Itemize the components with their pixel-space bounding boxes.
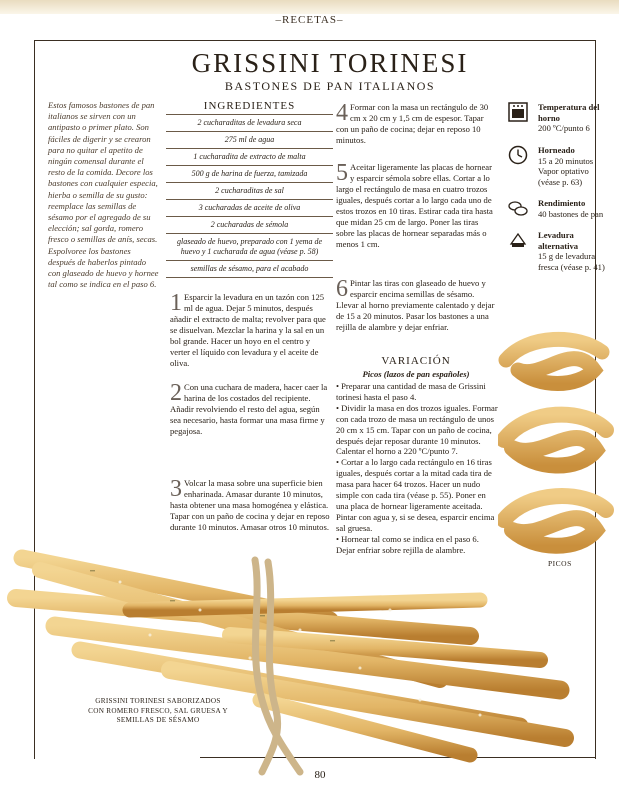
variation-item: • Dividir la masa en dos trozos iguales. Formar con cada trozo de masa un rectángulo de unos 20 cm x 15 cm. Tapar con un paño de cocina, después dejar reposar durante 10 minutos. Calentar el horno a 220 ºC/punto 7. (336, 402, 498, 457)
step-text: Volcar la masa sobre una superficie bien enharinada. Amasar durante 10 minutos, hasta obtener una masa homogénea y elástica. Tapar con un paño de cocina y dejar en reposo durante 10 minutos. Amasar otros 10 minutos. (170, 478, 330, 532)
step-4 (336, 102, 498, 146)
yeast-label: Levadura alternativa (538, 230, 579, 251)
yield-block (508, 198, 603, 226)
raffia-tie (255, 560, 300, 772)
recipe-subtitle: BASTONES DE PAN ITALIANOS (224, 79, 436, 93)
variation-item: • Preparar una cantidad de masa de Grissini torinesi hasta el paso 4. (336, 381, 486, 402)
variation-body (336, 381, 498, 556)
picos-label: PICOS (548, 559, 572, 568)
ingredient-item: 3 cucharadas de aceite de oliva (166, 200, 333, 217)
ingredient-item: semillas de sésamo, para el acabado (166, 261, 333, 278)
step-number: 6 (336, 276, 348, 302)
clock-icon (508, 145, 528, 165)
ingredients-list (166, 114, 333, 278)
step-text: Pintar las tiras con glaseado de huevo y esparcir encima semillas de sésamo. Llevar al horno previamente calentado y dejar de 15 a 20 minutos. Pasar los bastones a una rejilla de alambre y dejar enfriar. (336, 278, 495, 332)
pico-knot (504, 496, 606, 546)
ingredient-item: 1 cucharadita de extracto de malta (166, 149, 333, 166)
step-text: Con una cuchara de madera, hacer caer la harina de los costados del recipiente. Añadir revolviendo el resto del agua, según sea necesario, hasta formar una masa firme y pegajosa. (170, 382, 328, 436)
step-number: 5 (336, 160, 348, 186)
step-number: 2 (170, 380, 182, 406)
recipe-title: GRISSINI TORINESI (191, 48, 469, 78)
yeast-block (508, 230, 603, 290)
photo-caption: GRISSINI TORINESI SABORIZADOS CON ROMERO FRESCO, SAL GRUESA Y SEMILLAS DE SÉSAMO (88, 697, 228, 724)
oven-icon (508, 102, 528, 122)
step-number: 3 (170, 476, 182, 502)
step-number: 1 (170, 290, 182, 316)
step-5 (336, 162, 498, 250)
variation-item: • Hornear tal como se indica en el paso 6. Dejar enfriar sobre rejilla de alambre. (336, 533, 479, 555)
bake-label: Horneado (538, 145, 575, 155)
yeast-icon (508, 230, 528, 250)
ingredients-heading: INGREDIENTES (203, 100, 296, 112)
ingredient-item: 2 cucharaditas de sal (166, 183, 333, 200)
step-text: Aceitar ligeramente las placas de hornear y esparcir sémola sobre ellas. Cortar a lo largo el rectángulo de masa en cuatro trozos iguales, después cortar a lo largo cada uno de estos trozos en 10 tiras. Estirar cada tira hasta que midan 25 cm de largo. Poner las tiras sobre las placas de hornear separadas más o menos 1 cm. (336, 162, 493, 249)
bake-value: 15 a 20 minutos Vapor optativo (véase p. 63) (538, 155, 594, 187)
yeast-value: 15 g de levadura fresca (véase p. 41) (538, 251, 605, 272)
step-1 (170, 292, 330, 369)
yield-value: 40 bastones de pan (538, 208, 604, 219)
ingredient-item: 500 g de harina de fuerza, tamizada (166, 166, 333, 183)
picos-image (498, 330, 614, 560)
ingredient-item: 2 cucharaditas de levadura seca (166, 115, 333, 132)
oven-value: 200 ºC/punto 6 (538, 123, 590, 133)
section-header: –RECETAS– (275, 14, 344, 26)
ingredient-item: 275 ml de agua (166, 132, 333, 149)
grissini-photo (0, 540, 590, 780)
pico-knot (504, 415, 606, 466)
baking-time-block (508, 145, 603, 195)
ingredient-item: glaseado de huevo, preparado con 1 yema de huevo y 1 cucharada de agua (véase p. 58) (166, 234, 333, 261)
yield-label: Rendimiento (538, 198, 586, 208)
page-number: 80 (314, 769, 326, 781)
pico-knot (506, 339, 602, 383)
step-text: Esparcir la levadura en un tazón con 125 ml de agua. Dejar 5 minutos, después añadir el extracto de malta; revolver para que se disuelvan. Mezclar la harina y la sal en un bol grande. Hacer un hoyo en el centro y verter el líquido con levadura y el aceite de oliva. (170, 292, 326, 368)
variation-heading: VARIACIÓN (381, 355, 451, 367)
ingredient-item: 2 cucharadas de sémola (166, 217, 333, 234)
oven-temperature-block (508, 102, 603, 140)
top-photo-strip (0, 0, 619, 14)
intro-text: Estos famosos bastones de pan italianos se sirven con un antipasto o primer plato. Son fáciles de digerir y se crearon para no quitar el apetito de ningún comensal durante el resto de la comida. Decore los bastones con cualquier especia, hierba o semilla de su gusto: reemplace las semillas de sésamo por el agregado de su elección; sal gorda, romero fresco o semillas de anís, secas. Espolvoree los bastones después de haberlos pintado con glaseado de huevo y hornee tal como se indica en el paso 6. (48, 100, 159, 290)
step-number: 4 (336, 100, 348, 126)
yield-icon (508, 198, 528, 218)
variation-item: • Cortar a lo largo cada rectángulo en 16 tiras iguales, después cortar a la mitad cada tira de masa para hacer 64 trozos. Hacer un nudo simple con cada tira (véase p. 55). Poner en una placa de hornear ligeramente aceitada. Pintar con agua y, si se desea, esparcir encima sal gruesa. (336, 457, 495, 533)
variation-subheading: Picos (lazos de pan españoles) (362, 369, 470, 379)
step-3 (170, 478, 330, 533)
step-6 (336, 278, 498, 333)
step-2 (170, 382, 330, 437)
step-text: Formar con la masa un rectángulo de 30 cm x 20 cm y 1,5 cm de espesor. Tapar con un paño de cocina; dejar en reposo 10 minutos. (336, 102, 489, 145)
oven-label: Temperatura del horno (538, 102, 600, 123)
